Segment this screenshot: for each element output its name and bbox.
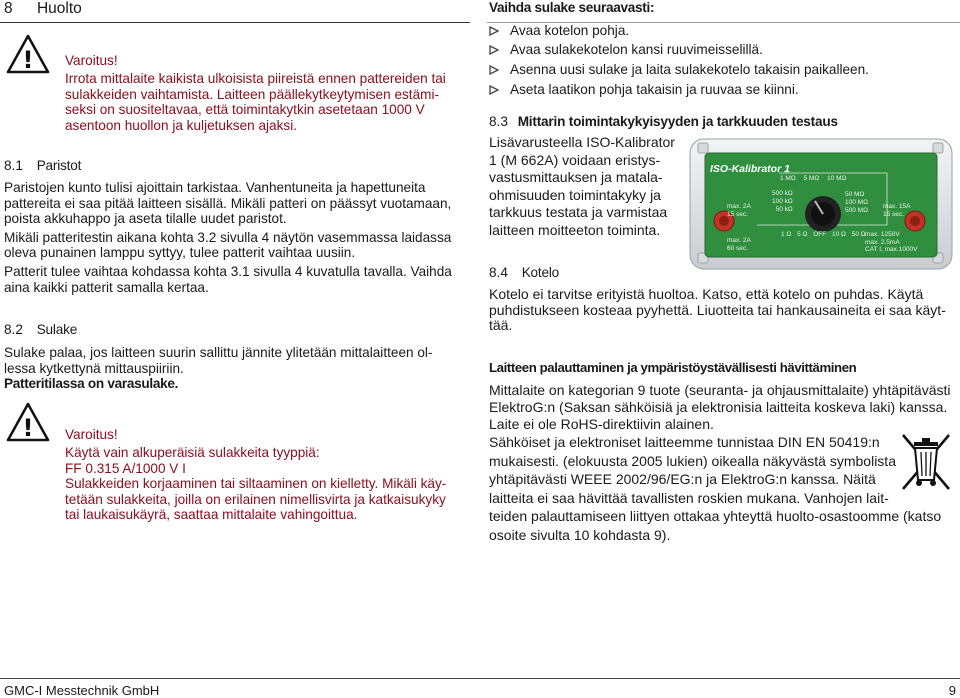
section-body [4,345,474,392]
body-line-bold: Patteritilassa on varasulake. [4,376,179,392]
spec-label: max. 15A [883,203,911,210]
warning-line: sulakkeiden vaihtamista. Laitteen päällekytkeytymisen estämi- [65,86,440,102]
warning-line: asentoon huollon ja kuljetuksen ajaksi. [65,117,298,133]
resistance-label: 100 kΩ [772,198,793,205]
section-body [4,180,474,295]
warning-title: Varoitus! [65,427,118,442]
list-item-text: Avaa kotelon pohja. [510,23,630,38]
recycling-body-b [489,433,960,544]
footer-page-number: 9 [948,683,956,698]
device-bottom-right [865,231,918,254]
list-item-text: Asenna uusi sulake ja laita sulakekotelo takaisin paikalleen. [510,62,869,77]
recycling-heading: Laitteen palauttaminen ja ympäristöystävällisesti hävittäminen [489,360,857,375]
footer-rule [0,678,960,679]
arrow-bullet-icon [489,65,499,75]
device-max-right [883,203,910,219]
body-line: Kotelo ei tarvitse erityistä huoltoa. Katso, että kotelo on puhdas. Käytä [489,286,924,302]
list-item [489,62,869,78]
chapter-title: Huolto [36,0,82,17]
section-number: 8.1 [4,158,23,173]
body-line: oleva punainen lamppu syttyy, tulee patterit vaihtaa uusiin. [4,245,356,261]
device-bottom-left [727,237,751,253]
resistance-label: 100 MΩ [845,199,868,206]
body-line: Sähköiset ja elektroniset laitteemme tunnistaa DIN EN 50419:n [489,434,880,450]
resistance-label: 10 MΩ [827,175,847,182]
warning-line: Sulakkeiden korjaaminen tai siltaaminen on kielletty. Mikäli käy- [65,476,447,492]
list-item-text: Aseta laatikon pohja takaisin ja ruuvaa se kiinni. [510,82,799,97]
off-label: OFF [813,231,827,238]
body-line: Sulake palaa, jos laitteen suurin sallittu jännite ylitetään mittalaitteen ol- [4,345,433,360]
warning-text [65,445,475,523]
iso-kalibrator-device-image [687,133,960,273]
body-line: yhtäpitävästi WEEE 2002/96/EG:n ja ElektroG:n kanssa. Näitä [489,471,876,487]
resistance-label: 10 Ω [832,231,846,238]
device-ohm-labels [781,231,866,238]
body-line: Mikäli patteritestin aikana kohta 3.2 sivulla 4 näytön vasemmassa laidassa [4,229,452,245]
svg-text:!: ! [22,46,34,74]
chapter-header [4,0,82,18]
warning-line: Irrota mittalaite kaikista ulkoisista piireistä ennen pattereiden tai [65,71,446,86]
body-line: Laite ei ole RoHS-direktiivin alainen. [489,416,714,432]
resistance-label: 5 MΩ [803,175,820,182]
body-line: vastusmittauksen ja matala- [489,169,663,185]
body-line: osoite sivulta 10 kohdasta 9). [489,526,671,543]
spec-label: max. 2A [727,203,751,210]
section-heading [4,158,81,173]
spec-label: 15 sec. [727,211,748,218]
body-line: ElektroG:n (Saksan sähköisiä ja elektronisia laitteita koskeva laki) kanssa. [489,399,948,415]
warning-title: Varoitus! [65,53,118,68]
warning-line: tetään sulakkeita, joilla on erilainen nimellisvirta ja katkaisukyky [65,491,446,507]
body-line: tarkkuus testata ja varmistaa [489,204,668,220]
spec-label: max. 2.5mA [865,238,900,246]
resistance-label: 500 kΩ [772,190,793,197]
body-line: Paristojen kunto tulisi ajoittain tarkistaa. Vanhentuneita ja hapettuneita [4,180,426,195]
list-item [489,82,799,98]
header-rule-left [0,22,470,23]
warning-text [65,71,470,133]
body-line: laitteen moitteeton toiminta. [489,221,661,238]
section-number: 8.2 [4,322,23,337]
spec-label: 60 sec. [727,245,748,252]
arrow-bullet-icon [489,45,499,55]
body-line: laitteita ei saa hävittää tavallisten roskien mukana. Vanhojen lait- [489,489,889,506]
recycling-body-a [489,382,960,433]
device-left-labels [772,190,793,214]
resistance-label: 1 Ω [781,231,792,238]
section-heading [4,322,77,337]
warning-triangle-icon [6,402,50,447]
body-line: ohmisuuden toimintakyky ja [489,186,661,203]
spec-label: max. 1250V [865,231,900,238]
section-title: Mittarin toimintakykyisyyden ja tarkkuuden testaus [517,114,838,129]
body-line: 1 (M 662A) voidaan eristys- [489,151,661,168]
section-title: Paristot [36,158,82,173]
chapter-number: 8 [4,0,13,17]
section-heading [489,265,559,280]
resistance-label: 50 Ω [851,231,866,238]
footer-company: GMC-I Messtechnik GmbH [4,683,160,698]
resistance-label: 50 MΩ [845,191,865,198]
device-right-labels [845,191,868,215]
body-line: pattereita ei saa pitää laitteen sisällä. Mikäli patteri on päässyt vuotamaan, [4,195,452,211]
spec-label: max. 2A [727,237,751,244]
resistance-label: 5 Ω [797,231,808,238]
device-max-left [727,203,751,219]
body-line: aina kaikki patterit samalla kertaa. [4,279,209,295]
device-top-labels [780,175,860,183]
spec-label: CAT I, max.1000V [865,246,918,253]
warning-line: seksi on suositeltavaa, että toimintakytkin asetetaan 1000 V [65,102,425,118]
warning-line: Käytä vain alkuperäisiä sulakkeita tyyppiä: [65,445,320,460]
device-name: ISO-Kalibrator 1 [710,163,790,175]
fuse-steps-heading: Vaihda sulake seuraavasti: [489,0,655,15]
list-item-text: Avaa sulakekotelon kansi ruuvimeisselillä. [510,42,763,57]
body-line: Mittalaite on kategorian 9 tuote (seuranta- ja ohjausmittalaite) yhtäpitävästi [489,382,951,398]
body-line: Patterit tulee vaihtaa kohdassa kohta 3.1 sivulla 4 kuvatulla tavalla. Vaihda [4,263,452,279]
body-line: teiden palauttamiseen liittyen ottakaa yhteyttä huolto-osastoomme (katso [489,508,942,524]
body-line: puhdistukseen kosteaa pyyhettä. Liuotteita tai hankausaineita ei saa käyt- [489,301,946,318]
body-line: tää. [489,317,513,334]
section-body [489,287,960,334]
section-body [489,134,689,239]
warning-line: tai laukaisukäyrä, saattaa mittalaite vahingoittua. [65,507,358,523]
spec-label: 15 sec. [883,211,904,218]
section-title: Sulake [36,322,78,337]
section-number: 8.3 [489,114,508,129]
resistance-label: 50 kΩ [775,206,793,213]
list-item [489,42,763,58]
body-line: mukaisesti. (elokuusta 2005 lukien) oikealla näkyvästä symbolista [489,452,896,469]
section-title: Kotelo [521,265,560,280]
resistance-label: 500 MΩ [845,207,868,214]
arrow-bullet-icon [489,85,499,95]
weee-crossed-bin-icon [900,432,952,497]
section-number: 8.4 [489,265,508,280]
svg-text:!: ! [22,414,34,442]
body-line: lessa kytkettynä mittauspiiriin. [4,360,184,376]
body-line: Lisävarusteella ISO-Kalibrator [489,134,675,150]
warning-line: FF 0.315 A/1000 V I [65,460,186,476]
arrow-bullet-icon [489,26,499,36]
body-line: poista akkuhappo ja aseta tilalle uudet paristot. [4,211,287,227]
warning-triangle-icon [6,34,50,79]
section-heading [489,114,838,129]
resistance-label: 1 MΩ [780,175,796,182]
list-item [489,23,629,39]
